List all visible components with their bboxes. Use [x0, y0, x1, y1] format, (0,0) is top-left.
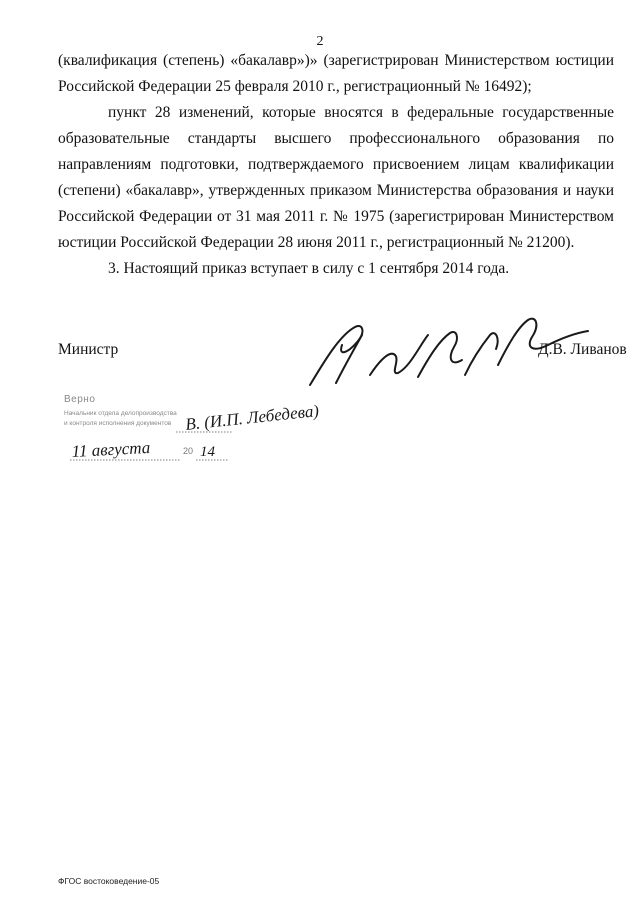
- stamp-handwriting: [58, 392, 358, 472]
- signatory-position: Министр: [58, 341, 119, 358]
- paragraph-effective-date: 3. Настоящий приказ вступает в силу с 1 сентября 2014 года.: [108, 260, 510, 277]
- certification-stamp: [58, 392, 358, 472]
- signatory-name: Д.В. Ливанов: [538, 341, 627, 358]
- stamp-handwritten-date: 11 августа: [71, 437, 151, 461]
- paragraph-registration: (квалификация (степень) «бакалавр»)» (зарегистрирован Министерством юстиции Российской Федерации 25 февраля 2010 г., регистрационный № 16492);: [58, 52, 614, 95]
- stamp-handwritten-year: 14: [200, 444, 215, 460]
- page-number: 2: [316, 34, 324, 49]
- stamp-line-department: и контроля исполнения документов: [64, 420, 172, 427]
- paragraph-point-28: пункт 28 изменений, которые вносятся в федеральные государственные образовательные стандарты высшего профессионального образования по направлениям подготовки, подтверждаемого присвоением лицам квалификации (степени) «бакалавр», утвержденных приказом Министерства образования и науки Российской Федерации от 31 мая 2011 г. № 1975 (зарегистрирован Министерством юстиции Российской Федерации 28 июня 2011 г., регистрационный № 21200).: [58, 104, 614, 251]
- footer-document-code: ФГОС востоковедение-05: [58, 876, 160, 886]
- document-body: [58, 48, 614, 282]
- stamp-line-position: Начальник отдела делопроизводства: [64, 410, 177, 417]
- stamp-handwritten-name: В. (И.П. Лебедева): [184, 401, 320, 434]
- stamp-title: Верно: [64, 394, 96, 405]
- stamp-year-prefix: 20: [183, 446, 194, 456]
